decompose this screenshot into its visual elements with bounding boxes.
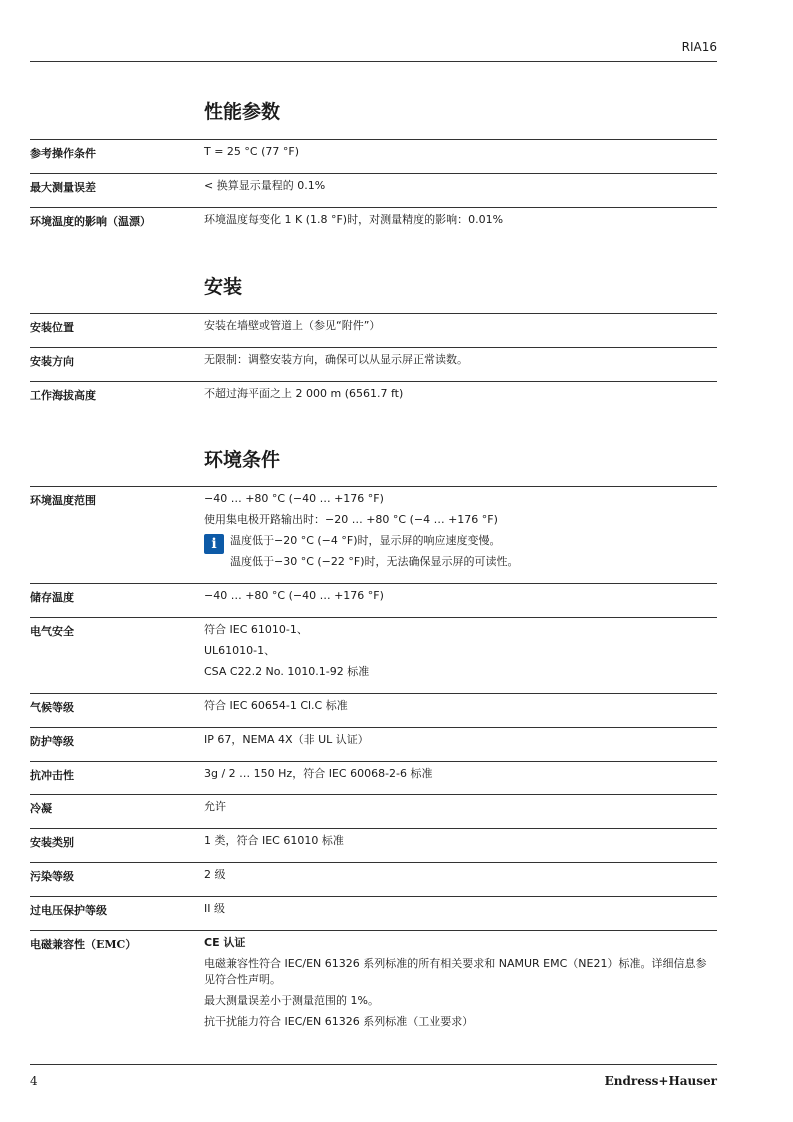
row-value: [204, 799, 717, 815]
value-line: 不超过海平面之上 2 000 m (6561.7 ft): [204, 387, 404, 400]
table-row: [30, 486, 717, 584]
table-row: [30, 761, 717, 795]
row-value: [204, 935, 717, 1030]
row-value: [204, 622, 717, 680]
header-divider: [30, 61, 717, 62]
row-label: 电气安全: [30, 625, 74, 638]
value-line: 3g / 2 … 150 Hz，符合 IEC 60068-2-6 标准: [204, 767, 433, 780]
table-row: [30, 139, 717, 173]
row-value: [204, 352, 717, 368]
value-line: CE 认证: [204, 936, 246, 949]
row-value: [204, 732, 717, 748]
row-value: [204, 588, 717, 604]
row-value: [204, 318, 717, 334]
table-row: [30, 173, 717, 207]
row-label: 安装位置: [30, 321, 74, 334]
value-line: 使用集电极开路输出时：−20 … +80 °C (−4 … +176 °F): [204, 513, 498, 526]
value-line: 符合 IEC 61010-1、: [204, 623, 308, 636]
table-row: [30, 930, 717, 1041]
table-row: [30, 207, 717, 241]
table-row: [30, 381, 717, 415]
row-label: 最大测量误差: [30, 181, 96, 194]
value-line: 最大测量误差小于测量范围的 1%。: [204, 994, 379, 1007]
row-value: [204, 901, 717, 917]
row-label: 抗冲击性: [30, 769, 74, 782]
table-row: [30, 617, 717, 693]
table-row: [30, 794, 717, 828]
info-icon: i: [204, 534, 224, 554]
row-label: 安装类别: [30, 836, 74, 849]
table-row: [30, 347, 717, 381]
table-row: [30, 828, 717, 862]
value-line: 2 级: [204, 868, 226, 881]
value-line: −40 … +80 °C (−40 … +176 °F): [204, 492, 384, 505]
info-note: [204, 533, 717, 570]
footer-divider: [30, 1064, 717, 1065]
value-line: 安装在墙壁或管道上（参见“附件”）: [204, 319, 381, 332]
row-label: 环境温度范围: [30, 494, 96, 507]
table-row: [30, 693, 717, 727]
value-line: UL61010-1、: [204, 644, 276, 657]
row-label: 防护等级: [30, 735, 74, 748]
row-value: [204, 212, 717, 228]
row-value: [204, 698, 717, 714]
row-value: [204, 144, 717, 160]
note-line: 温度低于−30 °C (−22 °F)时，无法确保显示屏的可读性。: [230, 555, 519, 568]
value-line: 1 类，符合 IEC 61010 标准: [204, 834, 344, 847]
table-row: [30, 727, 717, 761]
table-row: [30, 896, 717, 930]
brand-name: Endress+Hauser: [604, 1074, 717, 1088]
row-label: 工作海拔高度: [30, 389, 96, 402]
value-line: 无限制：调整安装方向，确保可以从显示屏正常读数。: [204, 353, 468, 366]
value-line: −40 … +80 °C (−40 … +176 °F): [204, 589, 384, 602]
row-value: [204, 766, 717, 782]
value-line: IP 67，NEMA 4X（非 UL 认证）: [204, 733, 369, 746]
row-label: 电磁兼容性（EMC）: [30, 938, 137, 951]
row-value: [204, 867, 717, 883]
value-line: T = 25 °C (77 °F): [204, 145, 300, 158]
row-label: 过电压保护等级: [30, 904, 107, 917]
value-line: < 换算显示量程的 0.1%: [204, 179, 326, 192]
page-number: 4: [30, 1074, 38, 1088]
table-row: [30, 313, 717, 347]
section-title-performance: 性能参数: [204, 101, 281, 123]
row-value: [204, 178, 717, 194]
row-label: 储存温度: [30, 591, 74, 604]
header-product: RIA16: [681, 40, 717, 54]
row-label: 冷凝: [30, 802, 52, 815]
section-title-environment: 环境条件: [204, 449, 281, 471]
table-row: [30, 862, 717, 896]
value-line: 电磁兼容性符合 IEC/EN 61326 系列标准的所有相关要求和 NAMUR EMC（NE21）标准。详细信息参见符合性声明。: [204, 957, 707, 986]
row-label: 气候等级: [30, 701, 74, 714]
table-row: [30, 583, 717, 617]
row-label: 环境温度的影响（温漂）: [30, 215, 151, 228]
row-label: 安装方向: [30, 355, 74, 368]
row-value: [204, 833, 717, 849]
row-label: 参考操作条件: [30, 147, 96, 160]
value-line: 环境温度每变化 1 K (1.8 °F)时，对测量精度的影响：0.01%: [204, 213, 504, 226]
value-line: CSA C22.2 No. 1010.1-92 标准: [204, 665, 370, 678]
section-title-installation: 安装: [204, 276, 243, 298]
row-label: 污染等级: [30, 870, 74, 883]
value-line: 允许: [204, 800, 226, 813]
row-value: [204, 491, 717, 570]
row-value: [204, 386, 717, 402]
value-line: 符合 IEC 60654-1 Cl.C 标准: [204, 699, 348, 712]
note-line: 温度低于−20 °C (−4 °F)时，显示屏的响应速度变慢。: [230, 534, 501, 547]
value-line: 抗干扰能力符合 IEC/EN 61326 系列标准（工业要求）: [204, 1015, 474, 1028]
value-line: II 级: [204, 902, 225, 915]
